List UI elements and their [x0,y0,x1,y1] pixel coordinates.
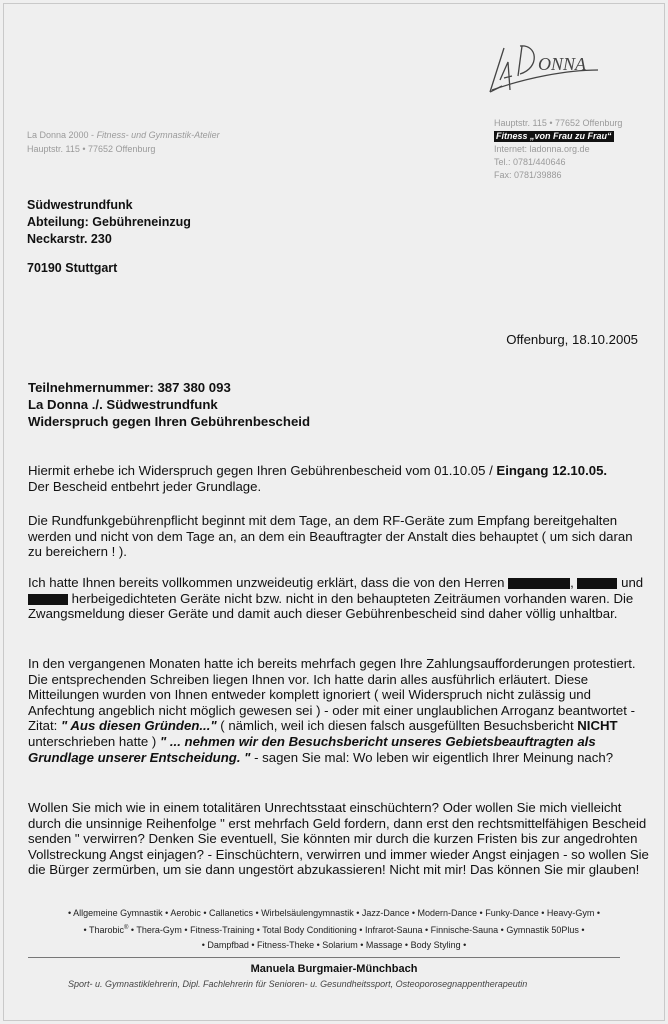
right-address: Hauptstr. 115 • 77652 Offenburg [494,118,623,128]
sender-line-1 [27,128,220,143]
services-line [20,921,648,938]
owner-title: Sport- u. Gymnastiklehrerin, Dipl. Fachlehrerin für Senioren- u. Gesundheitssport, Osteoporosegnappentherapeutin [68,979,528,989]
text: Der Bescheid entbehrt jeder Grundlage. [28,478,262,494]
text: • Tharobic [83,925,124,935]
sender-line-2: Hauptstr. 115 • 77652 Offenburg [27,144,156,154]
subject-title: Widerspruch gegen Ihren Gebührenbescheid [28,414,310,429]
quote: " ... nehmen wir den Besuchsbericht unseres Gebietsbeauftragten als Grundlage unserer Entscheidung. " [28,733,596,765]
text: ( nämlich, weil ich diesen falsch ausgefüllten Besuchsbericht [216,718,578,734]
redacted-name [508,578,570,589]
redacted-name [28,594,68,605]
footer-divider [28,957,620,958]
text: Hiermit erhebe ich Widerspruch gegen Ihren Gebührenbescheid vom 01.10.05 / [28,463,497,478]
paragraph-5: Wollen Sie mich wie in einem totalitären Unrechtsstaat einschüchtern? Oder wollen Sie mich vielleicht durch die unsinnige Reihenfolge " erst mehrfach Geld fordern, dann erst den rechtsmittelfähigen Bescheid senden " verwirren? Denken Sie eventuell, Sie könnten mir durch die kurzen Fristen bis zur angedrohten Vollstreckung Angst einjagen? - Einschüchtern, verwirren und immer wieder Angst einjagen - so wollen Sie die Bürger zermürben, um sie dann ungestört abzukassieren! Nicht mit mir! Das können Sie mir glauben! [28,800,649,878]
recipient-city: 70190 Stuttgart [27,261,118,275]
svg-text:ONNA: ONNA [538,54,587,74]
services-list [20,906,648,953]
recipient-name: Südwestrundfunk [27,198,133,212]
redacted-name [577,578,617,589]
paragraph-1 [28,463,650,494]
recipient-street: Neckarstr. 230 [27,232,112,246]
la-donna-logo [486,40,606,100]
telephone: Tel.: 0781/440646 [494,157,566,167]
registered-mark: ® [124,925,129,931]
recipient-department: Abteilung: Gebühreneinzug [27,215,191,229]
fax: Fax: 0781/39886 [494,170,562,180]
letter-date: Offenburg, 18.10.2005 [506,332,638,347]
sender-company: La Donna 2000 - [27,130,97,140]
text: , [570,575,578,590]
text: Ich hatte Ihnen bereits vollkommen unzweideutig erklärt, dass die von den Herren [28,575,509,590]
text: • Thera-Gym • Fitness-Training • Total Body Conditioning • Infrarot-Sauna • Finnische-Sauna • Gymnastik 50Plus • [128,925,585,935]
quote: " Aus diesen Gründen..." [60,718,217,734]
text: herbeigedichteten Geräte nicht bzw. nicht in den behaupteten Zeiträumen vorhanden waren. Die Zwangsmeldung dieser Geräte und damit auch dieser Gebührenbescheid sind daher völlig unhaltbar. [28,590,634,622]
paragraph-4 [28,656,650,765]
services-line: • Allgemeine Gymnastik • Aerobic • Callanetics • Wirbelsäulengymnastik • Jazz-Dance • Modern-Dance • Funky-Dance • Heavy-Gym • [67,908,601,918]
participant-number: Teilnehmernummer: 387 380 093 [28,380,231,395]
slogan-badge: Fitness „von Frau zu Frau“ [496,131,612,141]
case-parties: La Donna ./. Südwestrundfunk [28,397,218,412]
subject-block [28,379,310,430]
recipient-address [27,197,191,277]
emphasis: NICHT [577,718,618,734]
text: unterschrieben hatte ) [28,733,160,749]
text: und [617,575,644,590]
services-line: • Dampfbad • Fitness-Theke • Solarium • Massage • Body Styling • [201,940,467,950]
receipt-date: Eingang 12.10.05. [496,463,608,478]
paragraph-2: Die Rundfunkgebührenpflicht beginnt mit dem Tage, an dem RF-Geräte zum Empfang bereitgehalten werden und nicht von dem Tage an, an dem ein Beauftragter der Anstalt dies behauptet ( um sich daran zu bereichern ! ). [28,513,633,560]
sender-tagline: Fitness- und Gymnastik-Atelier [96,130,220,140]
web-address: Internet: ladonna.org.de [494,144,590,154]
paragraph-3 [28,575,650,622]
text: - sagen Sie mal: Wo leben wir eigentlich Ihrer Meinung nach? [250,749,614,765]
letterhead-right [494,117,622,182]
owner-name: Manuela Burgmaier-Münchbach [250,963,418,975]
text: In den vergangenen Monaten hatte ich bereits mehrfach gegen Ihre Zahlungsaufforderungen protestiert. Die entsprechenden Schreiben liegen Ihnen vor. Ich hatte darin alles ausführlich erläutert. Diese Mitteilungen wurden von Ihnen entweder komplett ignoriert ( weil Widerspruch nicht zulässig und Anfechtung angeblich nicht möglich gewesen sei ) - oder mit einer unglaublichen Arroganz beantwortet - Zitat: [28,656,636,734]
